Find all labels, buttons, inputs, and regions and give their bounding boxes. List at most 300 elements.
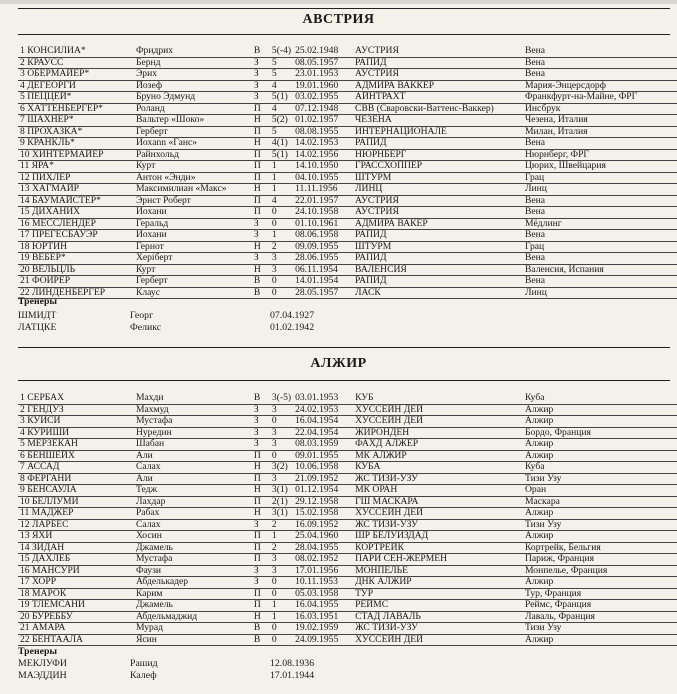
- position: В: [252, 46, 270, 57]
- player-row: [18, 542, 677, 554]
- coach-first-name: Калеф: [130, 670, 157, 681]
- matches: 1: [270, 531, 293, 543]
- first-name: Салах: [134, 462, 252, 474]
- birth-date: 15.02.1958: [293, 508, 353, 520]
- matches: 2(1): [270, 496, 293, 508]
- player-name: 5 ПЕЦЦЕЙ*: [18, 92, 134, 104]
- matches: 5(1): [270, 92, 293, 104]
- birth-date: 10.06.1958: [293, 462, 353, 474]
- coach-surname: ШМИДТ: [18, 310, 57, 321]
- player-name: 18 МАРОК: [18, 588, 134, 600]
- club: ЖС ТИЗИ-УЗУ: [353, 473, 523, 485]
- city: Франкфурт-на-Майне, ФРГ: [523, 92, 677, 104]
- player-row: [18, 103, 677, 115]
- birth-date: 03.02.1955: [293, 92, 353, 104]
- club: ВАЛЕНСИЯ: [353, 264, 523, 276]
- player-row: [18, 207, 677, 219]
- austria-coach-row: [18, 310, 314, 321]
- club: НЮРНБЕРГ: [353, 149, 523, 161]
- position: Н: [252, 508, 270, 520]
- player-name: 16 МЕССЛЕНДЕР: [18, 218, 134, 230]
- club: МК ОРАН: [353, 485, 523, 497]
- birth-date: 19.02.1959: [293, 623, 353, 635]
- city: Валенсия, Испания: [523, 264, 677, 276]
- city: Алжир: [523, 508, 677, 520]
- position: З: [252, 253, 270, 265]
- player-name: 6 БЕНШЕЙХ: [18, 450, 134, 462]
- club: МК АЛЖИР: [353, 450, 523, 462]
- club: ШТУРМ: [353, 172, 523, 184]
- position: П: [252, 531, 270, 543]
- player-row: [18, 115, 677, 127]
- club: АЙНТРАХТ: [353, 92, 523, 104]
- birth-date: 09.01.1955: [293, 450, 353, 462]
- club: ИНТЕРНАЦИОНАЛЕ: [353, 126, 523, 138]
- matches: 5(2): [270, 115, 293, 127]
- club: РЕЙМС: [353, 600, 523, 612]
- player-row: [18, 496, 677, 508]
- position: З: [252, 404, 270, 416]
- player-name: 8 ПРОХАЗКА*: [18, 126, 134, 138]
- matches: 2: [270, 241, 293, 253]
- player-row: [18, 462, 677, 474]
- first-name: Курт: [134, 264, 252, 276]
- player-row: [18, 439, 677, 451]
- player-row: [18, 485, 677, 497]
- player-row: [18, 241, 677, 253]
- birth-date: 16.03.1951: [293, 611, 353, 623]
- first-name: Рабах: [134, 508, 252, 520]
- club: ХУССЕЙН ДЕЙ: [353, 508, 523, 520]
- matches: 3: [270, 253, 293, 265]
- first-name: Махмуд: [134, 404, 252, 416]
- club: АУСТРИЯ: [353, 69, 523, 81]
- position: П: [252, 554, 270, 566]
- matches: 0: [270, 634, 293, 646]
- player-row: [18, 161, 677, 173]
- city: Лаваль, Франция: [523, 611, 677, 623]
- position: В: [252, 623, 270, 635]
- position: З: [252, 57, 270, 69]
- club: ГРАССХОППЕР: [353, 161, 523, 173]
- club: ХУССЕЙН ДЕЙ: [353, 404, 523, 416]
- position: Н: [252, 264, 270, 276]
- city: Грац: [523, 172, 677, 184]
- player-name: 22 БЕНТААЛА: [18, 634, 134, 646]
- birth-date: 09.09.1955: [293, 241, 353, 253]
- first-name: Гернот: [134, 241, 252, 253]
- first-name: Мустафа: [134, 416, 252, 428]
- birth-date: 07.12.1948: [293, 103, 353, 115]
- player-row: [18, 264, 677, 276]
- position: П: [252, 126, 270, 138]
- matches: 3: [270, 473, 293, 485]
- birth-date: 08.03.1959: [293, 439, 353, 451]
- city: Вена: [523, 57, 677, 69]
- player-row: [18, 218, 677, 230]
- club: ЛАСК: [353, 287, 523, 299]
- city: Маскара: [523, 496, 677, 508]
- player-name: 7 ШАХНЕР*: [18, 115, 134, 127]
- birth-date: 14.10.1950: [293, 161, 353, 173]
- city: Париж, Франция: [523, 554, 677, 566]
- player-name: 15 ДИХАНИХ: [18, 207, 134, 219]
- city: Вена: [523, 230, 677, 242]
- birth-date: 01.10.1961: [293, 218, 353, 230]
- position: П: [252, 542, 270, 554]
- birth-date: 08.06.1958: [293, 230, 353, 242]
- first-name: Мустафа: [134, 554, 252, 566]
- algeria-coaches-heading: Тренеры: [18, 646, 58, 657]
- player-name: 10 БЕЛЛУМИ: [18, 496, 134, 508]
- first-name: Карим: [134, 588, 252, 600]
- city: Линц: [523, 287, 677, 299]
- first-name: Вальтер «Шоко»: [134, 115, 252, 127]
- city: Линц: [523, 184, 677, 196]
- player-row: [18, 46, 677, 57]
- coach-first-name: Рашид: [130, 658, 158, 669]
- birth-date: 25.02.1948: [293, 46, 353, 57]
- city: Вена: [523, 138, 677, 150]
- player-name: 11 ЯРА*: [18, 161, 134, 173]
- birth-date: 22.04.1954: [293, 427, 353, 439]
- player-row: [18, 577, 677, 589]
- position: З: [252, 577, 270, 589]
- coach-birth-date: 12.08.1936: [270, 658, 315, 669]
- position: З: [252, 92, 270, 104]
- city: Вена: [523, 69, 677, 81]
- player-name: 19 ВЕБЕР*: [18, 253, 134, 265]
- player-row: [18, 393, 677, 404]
- city: Мёдлинг: [523, 218, 677, 230]
- club: ШР БЕЛУИЗДАД: [353, 531, 523, 543]
- club: ЧЕЗЕНА: [353, 115, 523, 127]
- position: П: [252, 450, 270, 462]
- position: Н: [252, 184, 270, 196]
- austria-coaches-heading: Тренеры: [18, 296, 58, 307]
- matches: 0: [270, 623, 293, 635]
- position: Н: [252, 115, 270, 127]
- city: Монпелье, Франция: [523, 565, 677, 577]
- coach-birth-date: 17.01.1944: [270, 670, 315, 681]
- birth-date: 14.02.1953: [293, 138, 353, 150]
- club: ПАРИ СЕН-ЖЕРМЕН: [353, 554, 523, 566]
- city: Кортрейк, Бельгия: [523, 542, 677, 554]
- city: Инсбрук: [523, 103, 677, 115]
- position: Н: [252, 138, 270, 150]
- top-page-edge: [0, 0, 677, 4]
- player-row: [18, 404, 677, 416]
- position: В: [252, 287, 270, 299]
- position: З: [252, 427, 270, 439]
- player-row: [18, 253, 677, 265]
- position: В: [252, 276, 270, 288]
- club: СТАД ЛАВАЛЬ: [353, 611, 523, 623]
- position: З: [252, 416, 270, 428]
- matches: 4(1): [270, 138, 293, 150]
- matches: 3: [270, 264, 293, 276]
- player-row: [18, 92, 677, 104]
- first-name: Абдельмаджид: [134, 611, 252, 623]
- player-name: 3 ОБЕРМАЙЕР*: [18, 69, 134, 81]
- club: АУСТРИЯ: [353, 195, 523, 207]
- club: ФАХД АЛЖЕР: [353, 439, 523, 451]
- player-row: [18, 172, 677, 184]
- birth-date: 28.06.1955: [293, 253, 353, 265]
- birth-date: 16.04.1955: [293, 600, 353, 612]
- matches: 3(2): [270, 462, 293, 474]
- city: Вена: [523, 253, 677, 265]
- birth-date: 16.09.1952: [293, 519, 353, 531]
- player-name: 9 КРАНКЛЬ*: [18, 138, 134, 150]
- first-name: Бруно Эдмунд: [134, 92, 252, 104]
- club: ТУР: [353, 588, 523, 600]
- first-name: Салах: [134, 519, 252, 531]
- first-name: Нуредин: [134, 427, 252, 439]
- matches: 5: [270, 126, 293, 138]
- matches: 1: [270, 230, 293, 242]
- birth-date: 06.11.1954: [293, 264, 353, 276]
- position: П: [252, 103, 270, 115]
- first-name: Шабан: [134, 439, 252, 451]
- city: Нюрнберг, ФРГ: [523, 149, 677, 161]
- matches: 3: [270, 565, 293, 577]
- position: З: [252, 218, 270, 230]
- first-name: Иохани: [134, 230, 252, 242]
- player-name: 17 ПРЕГЕСБАУЭР: [18, 230, 134, 242]
- city: Алжир: [523, 439, 677, 451]
- club: МОНПЕЛЬЕ: [353, 565, 523, 577]
- position: Н: [252, 611, 270, 623]
- first-name: Али: [134, 450, 252, 462]
- player-name: 4 КУРИШИ: [18, 427, 134, 439]
- matches: 5(1): [270, 149, 293, 161]
- city: Цюрих, Швейцария: [523, 161, 677, 173]
- city: Алжир: [523, 634, 677, 646]
- player-row: [18, 57, 677, 69]
- player-name: 5 МЕРЗЕКАН: [18, 439, 134, 451]
- first-name: Роланд: [134, 103, 252, 115]
- player-name: 4 ДЕГЕОРГИ: [18, 80, 134, 92]
- player-name: 20 БУРЕББУ: [18, 611, 134, 623]
- city: Алжир: [523, 404, 677, 416]
- first-name: Фридрих: [134, 46, 252, 57]
- player-row: [18, 554, 677, 566]
- matches: 0: [270, 207, 293, 219]
- player-name: 12 ПИХЛЕР: [18, 172, 134, 184]
- matches: 1: [270, 184, 293, 196]
- player-name: 15 ДАХЛЕБ: [18, 554, 134, 566]
- matches: 1: [270, 611, 293, 623]
- matches: 1: [270, 600, 293, 612]
- player-row: [18, 138, 677, 150]
- birth-date: 22.01.1957: [293, 195, 353, 207]
- position: Н: [252, 462, 270, 474]
- coach-birth-date: 01.02.1942: [270, 322, 315, 333]
- first-name: Геральд: [134, 218, 252, 230]
- player-row: [18, 69, 677, 81]
- matches: 4: [270, 195, 293, 207]
- club: РАПИД: [353, 276, 523, 288]
- matches: 0: [270, 287, 293, 299]
- birth-date: 10.11.1953: [293, 577, 353, 589]
- player-name: 13 ЯХИ: [18, 531, 134, 543]
- austria-title: АВСТРИЯ: [302, 12, 375, 27]
- first-name: Джамель: [134, 542, 252, 554]
- player-name: 2 ГЕНДУЗ: [18, 404, 134, 416]
- city: Алжир: [523, 450, 677, 462]
- player-row: [18, 611, 677, 623]
- player-row: [18, 230, 677, 242]
- first-name: Абделькадер: [134, 577, 252, 589]
- player-name: 7 АССАД: [18, 462, 134, 474]
- coach-surname: ЛАТЦКЕ: [18, 322, 57, 333]
- club: ЖС ТИЗИ-УЗУ: [353, 519, 523, 531]
- city: Алжир: [523, 577, 677, 589]
- player-row: [18, 276, 677, 288]
- city: Вена: [523, 276, 677, 288]
- matches: 0: [270, 218, 293, 230]
- coach-birth-date: 07.04.1927: [270, 310, 315, 321]
- algeria-roster-table: [18, 393, 677, 646]
- club: ХУССЕЙН ДЕЙ: [353, 634, 523, 646]
- algeria-top-rule: [18, 347, 670, 348]
- birth-date: 03.01.1953: [293, 393, 353, 404]
- austria-coach-row: [18, 322, 314, 333]
- position: П: [252, 496, 270, 508]
- player-row: [18, 195, 677, 207]
- algeria-coach-row: [18, 658, 314, 669]
- birth-date: 21.09.1952: [293, 473, 353, 485]
- player-name: 18 ЮРТИН: [18, 241, 134, 253]
- club: РАПИД: [353, 253, 523, 265]
- city: Тизи Узу: [523, 519, 677, 531]
- club: АДМИРА ВАККЕР: [353, 80, 523, 92]
- club: ДНК АЛЖИР: [353, 577, 523, 589]
- club: РАПИД: [353, 230, 523, 242]
- city: Оран: [523, 485, 677, 497]
- player-name: 16 МАНСУРИ: [18, 565, 134, 577]
- birth-date: 11.11.1956: [293, 184, 353, 196]
- position: Н: [252, 241, 270, 253]
- city: Вена: [523, 195, 677, 207]
- player-row: [18, 634, 677, 646]
- player-row: [18, 427, 677, 439]
- position: З: [252, 565, 270, 577]
- position: З: [252, 69, 270, 81]
- club: РАПИД: [353, 57, 523, 69]
- city: Тизи Узу: [523, 623, 677, 635]
- first-name: Херiберт: [134, 253, 252, 265]
- birth-date: 25.04.1960: [293, 531, 353, 543]
- club: РАПИД: [353, 138, 523, 150]
- position: П: [252, 600, 270, 612]
- club: ЛИНЦ: [353, 184, 523, 196]
- first-name: Хосин: [134, 531, 252, 543]
- club: СВВ (Сваровски-Ваттенс-Ваккер): [353, 103, 523, 115]
- first-name: Курт: [134, 161, 252, 173]
- matches: 0: [270, 450, 293, 462]
- player-row: [18, 126, 677, 138]
- player-row: [18, 473, 677, 485]
- player-name: 21 ФОИРЕР: [18, 276, 134, 288]
- birth-date: 16.04.1954: [293, 416, 353, 428]
- city: Тизи Узу: [523, 473, 677, 485]
- player-name: 9 БЕНСАУЛА: [18, 485, 134, 497]
- coach-first-name: Феликс: [130, 322, 162, 333]
- matches: 3(1): [270, 508, 293, 520]
- birth-date: 24.02.1953: [293, 404, 353, 416]
- city: Алжир: [523, 531, 677, 543]
- birth-date: 29.12.1958: [293, 496, 353, 508]
- first-name: Эрнст Роберт: [134, 195, 252, 207]
- position: В: [252, 393, 270, 404]
- position: П: [252, 195, 270, 207]
- player-name: 10 ХИНТЕРМАЙЕР: [18, 149, 134, 161]
- city: Алжир: [523, 416, 677, 428]
- first-name: Махди: [134, 393, 252, 404]
- birth-date: 14.01.1954: [293, 276, 353, 288]
- birth-date: 08.05.1957: [293, 57, 353, 69]
- player-name: 19 ТЛЕМСАНИ: [18, 600, 134, 612]
- matches: 5: [270, 57, 293, 69]
- matches: 5(-4): [271, 46, 292, 56]
- birth-date: 04.10.1955: [293, 172, 353, 184]
- matches: 5: [270, 69, 293, 81]
- matches: 2: [270, 519, 293, 531]
- first-name: Али: [134, 473, 252, 485]
- club: АУСТРИЯ: [353, 207, 523, 219]
- matches: 0: [270, 577, 293, 589]
- player-row: [18, 450, 677, 462]
- city: Реймс, Франция: [523, 600, 677, 612]
- first-name: Максимилиан «Макс»: [134, 184, 252, 196]
- matches: 2: [270, 542, 293, 554]
- first-name: Райнхольд: [134, 149, 252, 161]
- birth-date: 08.08.1955: [293, 126, 353, 138]
- player-name: 8 ФЕРГАНИ: [18, 473, 134, 485]
- first-name: Тедж: [134, 485, 252, 497]
- austria-top-rule: [18, 8, 670, 9]
- club: ХУССЕЙН ДЕЙ: [353, 416, 523, 428]
- first-name: Антон «Энди»: [134, 172, 252, 184]
- player-row: [18, 565, 677, 577]
- position: П: [252, 207, 270, 219]
- player-name: 13 ХАГМАЙР: [18, 184, 134, 196]
- matches: 3(1): [270, 485, 293, 497]
- matches: 4: [270, 80, 293, 92]
- club: ЖС ТИЗИ-УЗУ: [353, 623, 523, 635]
- first-name: Йозеф: [134, 80, 252, 92]
- birth-date: 17.01.1956: [293, 565, 353, 577]
- first-name: Иохann «Ганс»: [134, 138, 252, 150]
- birth-date: 28.05.1957: [293, 287, 353, 299]
- matches: 3: [270, 404, 293, 416]
- matches: 4: [270, 103, 293, 115]
- position: П: [252, 149, 270, 161]
- matches: 0: [270, 276, 293, 288]
- birth-date: 28.04.1955: [293, 542, 353, 554]
- position: З: [252, 80, 270, 92]
- birth-date: 23.01.1953: [293, 69, 353, 81]
- birth-date: 24.09.1955: [293, 634, 353, 646]
- player-name: 17 ХОРР: [18, 577, 134, 589]
- player-row: [18, 184, 677, 196]
- position: З: [252, 230, 270, 242]
- player-row: [18, 623, 677, 635]
- club: КОРТРЕЙК: [353, 542, 523, 554]
- first-name: Герберт: [134, 276, 252, 288]
